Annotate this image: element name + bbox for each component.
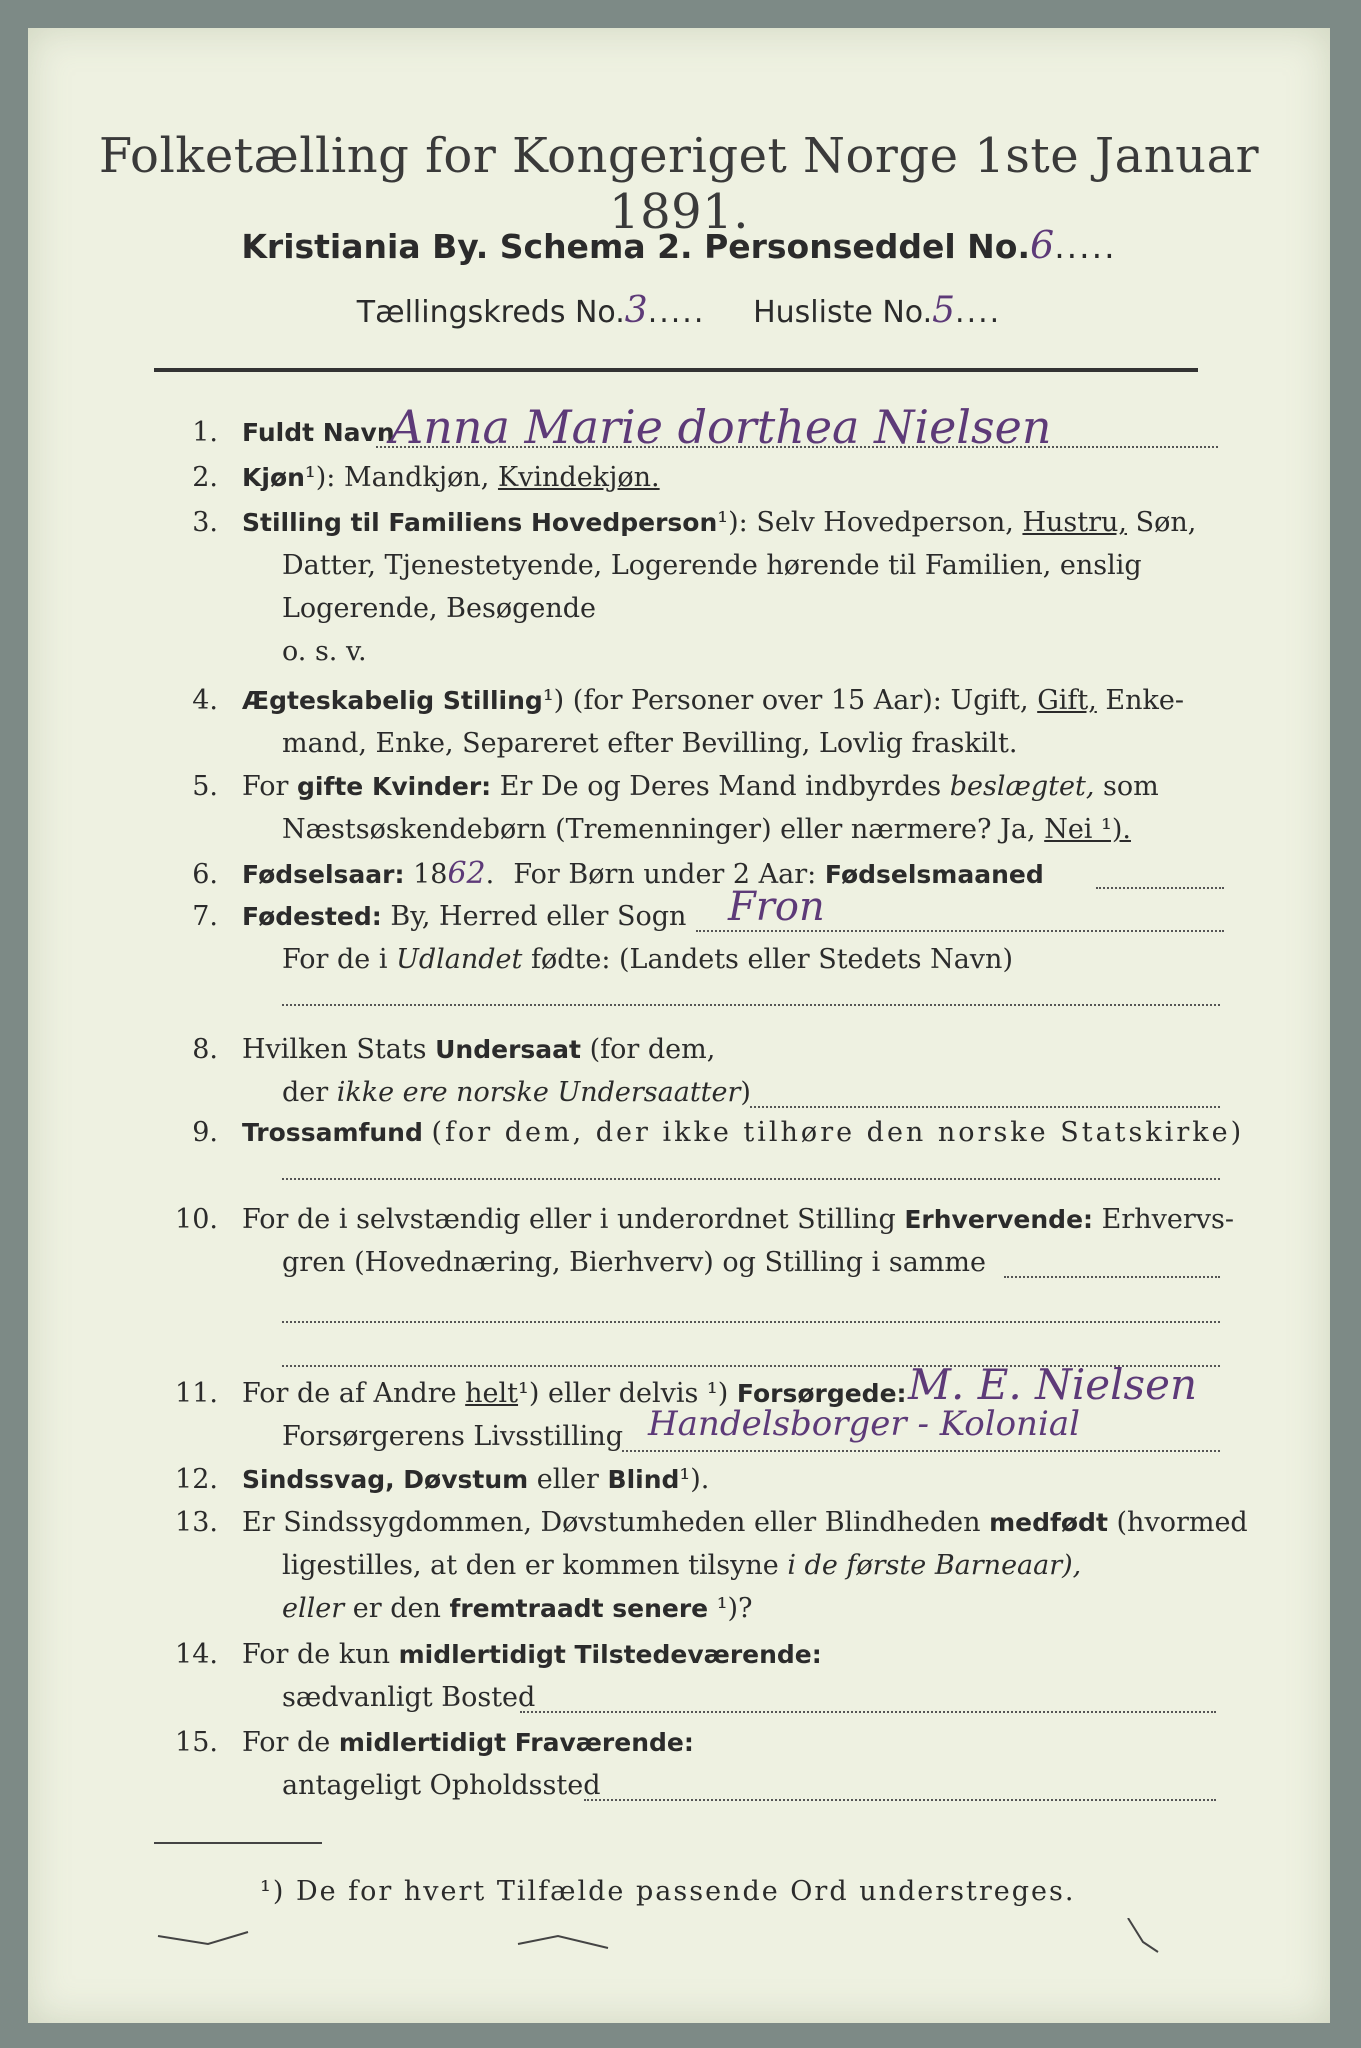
field-4 bbox=[156, 684, 1216, 718]
field-9 bbox=[156, 1116, 1245, 1150]
footnote: ¹) De for hvert Tilfælde passende Ord understreges. bbox=[260, 1876, 1076, 1907]
field-label: Ægteskabelig Stilling bbox=[242, 686, 543, 715]
field-text: Hvilken Stats bbox=[242, 1034, 427, 1065]
schema-text: Kristiania By. Schema 2. Personseddel No. bbox=[241, 227, 1030, 266]
field-text: eller bbox=[536, 1464, 599, 1495]
field-text: som bbox=[1103, 771, 1159, 802]
husliste-number: 5 bbox=[932, 290, 956, 331]
dotted-line bbox=[750, 1106, 1220, 1108]
dotted-line bbox=[282, 1321, 1220, 1323]
field-label: Fuldt Navn bbox=[242, 418, 395, 447]
field-text: (hvormed bbox=[1116, 1507, 1248, 1538]
field-number: 1. bbox=[192, 417, 218, 448]
field-14-line2: sædvanligt Bosted bbox=[282, 1682, 536, 1713]
husliste-label: Husliste No. bbox=[753, 295, 933, 330]
dots: .... bbox=[955, 295, 1002, 330]
field-8-line2 bbox=[156, 1076, 1342, 1110]
field-label: Stilling til Familiens Hovedperson bbox=[242, 508, 718, 537]
option-wife-underlined: Hustru, bbox=[1022, 507, 1127, 538]
option-no-underlined: Nei ¹). bbox=[1044, 814, 1131, 845]
footnote-rule bbox=[154, 1842, 322, 1844]
field-13 bbox=[156, 1506, 1248, 1540]
field-text: Er Sindssygdommen, Døvstumheden eller Blindheden bbox=[242, 1507, 981, 1538]
field-5-line2 bbox=[156, 813, 1342, 847]
year-prefix: 18 bbox=[413, 859, 448, 890]
field-text: Næstsøskendebørn (Tremenninger) eller nærmere? Ja, bbox=[282, 814, 1036, 845]
field-6 bbox=[156, 857, 1216, 892]
field-4-line2: mand, Enke, Separeret efter Bevilling, Lovlig fraskilt. bbox=[282, 728, 1018, 759]
field-number: 4. bbox=[192, 685, 218, 716]
field-text: Erhvervs- bbox=[1101, 1204, 1235, 1235]
kreds-line bbox=[28, 290, 1330, 331]
form-title: Folketælling for Kongeriget Norge 1ste Januar 1891. bbox=[98, 128, 1260, 240]
field-label: Forsørgede: bbox=[736, 1379, 907, 1408]
field-prefix: For de bbox=[242, 1727, 331, 1758]
field-text-italic: Udlandet bbox=[396, 944, 523, 975]
field-label: Fødselsaar: bbox=[242, 860, 405, 889]
field-text: ) bbox=[740, 1077, 751, 1108]
field-label-month: Fødselsmaaned bbox=[824, 860, 1044, 889]
field-number: 5. bbox=[192, 771, 218, 802]
dotted-line bbox=[520, 1711, 1216, 1713]
field-7-line2 bbox=[156, 943, 1342, 977]
full-name-value: Anna Marie dorthea Nielsen bbox=[390, 400, 1052, 454]
field-number: 12. bbox=[175, 1464, 218, 1495]
margin-mark bbox=[158, 1932, 248, 1944]
kreds-label: Tællingskreds No. bbox=[356, 295, 625, 330]
dots: ..... bbox=[647, 295, 706, 330]
field-text: fødte: (Landets eller Stedets Navn) bbox=[530, 944, 1013, 975]
footnote-ref: ¹)? bbox=[716, 1593, 753, 1624]
birth-year-value: 62 bbox=[447, 856, 486, 891]
dotted-line bbox=[622, 1450, 1220, 1452]
field-text-italic: i de første Barneaar), bbox=[787, 1550, 1082, 1581]
birthplace-value: Fron bbox=[728, 884, 825, 930]
field-label: Undersaat bbox=[435, 1035, 581, 1064]
footnote-ref: ¹). bbox=[679, 1464, 710, 1495]
footnote-ref: ¹): bbox=[304, 462, 336, 493]
field-label: Kjøn bbox=[242, 463, 305, 492]
field-label: Sindssvag, Døvstum bbox=[242, 1465, 529, 1494]
option-text: Selv Hovedperson, bbox=[756, 507, 1014, 538]
field-number: 6. bbox=[192, 859, 218, 890]
margin-mark bbox=[1128, 1918, 1158, 1952]
field-10-line2: gren (Hovednæring, Bierhverv) og Stilling i samme bbox=[282, 1247, 987, 1278]
field-number: 13. bbox=[175, 1507, 218, 1538]
field-label: midlertidigt Tilstedeværende: bbox=[398, 1640, 822, 1669]
field-text: ligestilles, at den er kommen tilsyne bbox=[282, 1550, 779, 1581]
field-label: fremtraadt senere bbox=[449, 1594, 709, 1623]
option-male: Mandkjøn, bbox=[343, 462, 490, 493]
field-7 bbox=[156, 900, 1216, 934]
field-label: medfødt bbox=[989, 1508, 1108, 1537]
field-label: Blind bbox=[607, 1465, 680, 1494]
field-text: By, Herred eller Sogn bbox=[390, 901, 687, 932]
field-text: For Børn under 2 Aar: bbox=[513, 859, 817, 890]
field-text: Er De og Deres Mand indbyrdes bbox=[499, 771, 942, 802]
dotted-line bbox=[1096, 887, 1224, 889]
schema-line bbox=[28, 223, 1330, 267]
field-number: 10. bbox=[175, 1204, 218, 1235]
field-text: er den bbox=[352, 1593, 441, 1624]
field-15-line2: antageligt Opholdssted bbox=[282, 1770, 601, 1801]
field-3-line3: Logerende, Besøgende bbox=[282, 593, 596, 624]
field-number: 7. bbox=[192, 901, 218, 932]
dotted-line bbox=[696, 930, 1224, 932]
field-prefix: For de kun bbox=[242, 1639, 390, 1670]
field-label: midlertidigt Fraværende: bbox=[338, 1728, 694, 1757]
option-text: (for Personer over 15 Aar): Ugift, bbox=[572, 685, 1029, 716]
field-3-line2: Datter, Tjenestetyende, Logerende hørende til Familien, enslig bbox=[282, 550, 1142, 581]
field-number: 11. bbox=[175, 1378, 218, 1409]
field-14 bbox=[156, 1638, 1216, 1672]
field-3 bbox=[156, 506, 1216, 540]
field-10 bbox=[156, 1203, 1235, 1237]
field-5 bbox=[156, 770, 1216, 804]
option-text: Søn, bbox=[1135, 507, 1197, 538]
dotted-line bbox=[282, 1004, 1220, 1006]
field-text: (for dem, der ikke tilhøre den norske Statskirke) bbox=[431, 1117, 1245, 1148]
kreds-number: 3 bbox=[624, 290, 648, 331]
field-13-line3 bbox=[156, 1592, 1342, 1626]
field-label: gifte Kvinder: bbox=[297, 772, 492, 801]
field-text: ¹) eller delvis ¹) bbox=[518, 1378, 729, 1409]
field-11-line2: Forsørgerens Livsstilling bbox=[282, 1421, 624, 1452]
field-2 bbox=[156, 461, 1216, 495]
field-8 bbox=[156, 1033, 1216, 1067]
footnote-ref: ¹) bbox=[542, 685, 565, 716]
field-number: 2. bbox=[192, 462, 218, 493]
footnote-ref: ¹): bbox=[717, 507, 748, 538]
dotted-line bbox=[584, 1799, 1216, 1801]
option-text: Enke- bbox=[1105, 685, 1184, 716]
supporter-occupation-value: Handelsborger - Kolonial bbox=[648, 1404, 1080, 1444]
field-text: der bbox=[282, 1077, 329, 1108]
field-number: 15. bbox=[175, 1727, 218, 1758]
field-label: Erhvervende: bbox=[904, 1205, 1094, 1234]
field-12 bbox=[156, 1463, 1216, 1497]
field-label: Fødested: bbox=[242, 902, 382, 931]
dotted-line bbox=[282, 1178, 1220, 1180]
field-13-line2 bbox=[156, 1549, 1342, 1583]
header-rule bbox=[154, 368, 1198, 372]
personseddel-number: 6 bbox=[1030, 223, 1055, 267]
field-text: For de i bbox=[282, 944, 388, 975]
field-3-line4: o. s. v. bbox=[282, 636, 367, 667]
field-number: 8. bbox=[192, 1034, 218, 1065]
census-form bbox=[28, 28, 1330, 2023]
field-text: For de af Andre bbox=[242, 1378, 457, 1409]
field-label: Trossamfund bbox=[242, 1118, 423, 1147]
option-fully-underlined: helt bbox=[465, 1378, 519, 1409]
field-number: 3. bbox=[192, 507, 218, 538]
field-text: (for dem, bbox=[589, 1034, 716, 1065]
field-text: For de i selvstændig eller i underordnet Stilling bbox=[242, 1204, 896, 1235]
field-text-italic: ikke ere norske Undersaatter bbox=[336, 1077, 741, 1108]
field-prefix: For bbox=[242, 771, 289, 802]
dots: . bbox=[485, 859, 497, 890]
dots: ..... bbox=[1054, 227, 1117, 266]
margin-mark bbox=[518, 1936, 608, 1948]
field-text-italic: eller bbox=[282, 1593, 345, 1624]
field-text-italic: beslægtet, bbox=[949, 771, 1095, 802]
field-number: 14. bbox=[175, 1639, 218, 1670]
field-15 bbox=[156, 1726, 1216, 1760]
supporter-name-value: M. E. Nielsen bbox=[908, 1360, 1197, 1409]
margin-marks bbox=[148, 1918, 1228, 1978]
option-female-underlined: Kvindekjøn. bbox=[497, 462, 660, 493]
dotted-line bbox=[1004, 1276, 1220, 1278]
option-married-underlined: Gift, bbox=[1037, 685, 1097, 716]
field-number: 9. bbox=[192, 1117, 218, 1148]
